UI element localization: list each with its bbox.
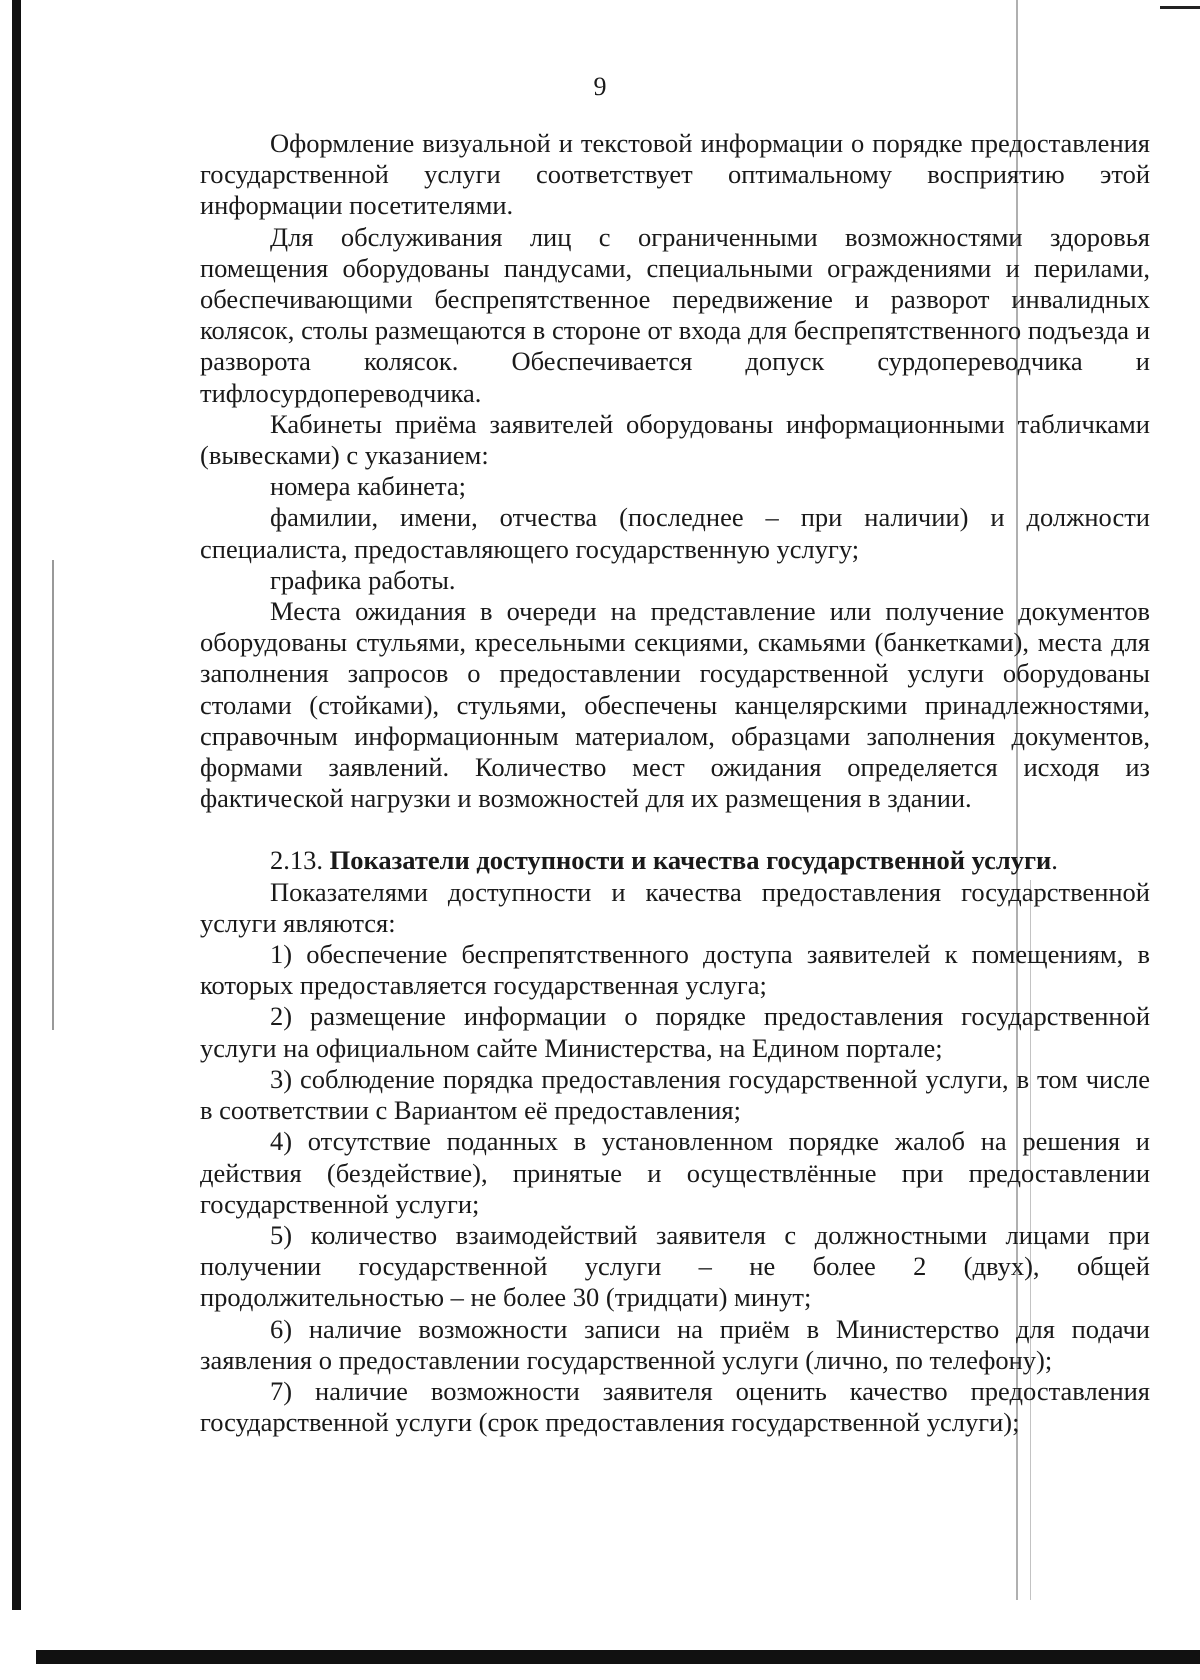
list-item: 4) отсутствие поданных в установленном порядке жалоб на решения и действия (бездействие), принятые и осуществлённые при предоставлении государственной услуги; [200, 1126, 1150, 1219]
list-item: 5) количество взаимодействий заявителя с должностными лицами при получении государственной услуги – не более 2 (двух), общей продолжительностью – не более 30 (тридцати) минут; [200, 1219, 1150, 1313]
section-number: 2.13. [270, 845, 323, 876]
document-body [200, 128, 1150, 1438]
list-item: 6) наличие возможности записи на приём в Министерство для подачи заявления о предоставлении государственной услуги (лично, по телефону); [200, 1313, 1150, 1375]
paragraph: Для обслуживания лиц с ограниченными возможностями здоровья помещения оборудованы пандусами, специальными ограждениями и перилами, обеспечивающими беспрепятственное передвижение и разворот инвалидных колясок, столы размещаются в стороне от входа для беспрепятственного подъезда и разворота колясок. Обеспечивается допуск сурдопереводчика и тифлосурдопереводчика. [200, 221, 1150, 408]
paragraph: Оформление визуальной и текстовой информации о порядке предоставления государственной услуги соответствует оптимальному восприятию этой информации посетителями. [200, 128, 1150, 221]
paragraph: фамилии, имени, отчества (последнее – при наличии) и должности специалиста, предоставляющего государственную услугу; [200, 502, 1150, 564]
scan-edge-top [1160, 6, 1200, 9]
paragraph: номера кабинета; [270, 471, 466, 502]
list-item: 2) размещение информации о порядке предоставления государственной услуги на официальном сайте Министерства, на Едином портале; [200, 1001, 1150, 1063]
list-item: 3) соблюдение порядка предоставления государственной услуги, в том числе в соответствии с Вариантом её предоставления; [200, 1063, 1150, 1126]
section-title: Показатели доступности и качества государственной услуги [329, 845, 1052, 876]
scan-edge-left [12, 0, 21, 1610]
list-item: 1) обеспечение беспрепятственного доступа заявителей к помещениям, в которых предоставляется государственная услуга; [200, 939, 1150, 1001]
scan-edge-bottom [36, 1650, 1200, 1664]
scan-artifact-line [52, 560, 54, 1030]
paragraph: Показателями доступности и качества предоставления государственной услуги являются: [200, 876, 1150, 938]
list-item: 7) наличие возможности заявителя оценить качество предоставления государственной услуги (срок предоставления государственной услуги); [200, 1375, 1150, 1438]
paragraph: Места ожидания в очереди на представление или получение документов оборудованы стульями, кресельными секциями, скамьями (банкетками), места для заполнения запросов о предоставлении государственной услуги оборудованы столами (стойками), стульями, обеспечены канцелярскими принадлежностями, справочным информационным материалом, образцами заполнения документов, формами заявлений. Количество мест ожидания определяется исходя из фактической нагрузки и возможностей для их размещения в здании. [200, 596, 1150, 814]
section-title-end: . [1051, 845, 1058, 876]
section-heading [200, 845, 1150, 876]
paragraph: Кабинеты приёма заявителей оборудованы информационными табличками (вывесками) с указанием: [200, 408, 1150, 471]
paragraph: графика работы. [270, 564, 456, 595]
page-number: 9 [593, 72, 607, 101]
